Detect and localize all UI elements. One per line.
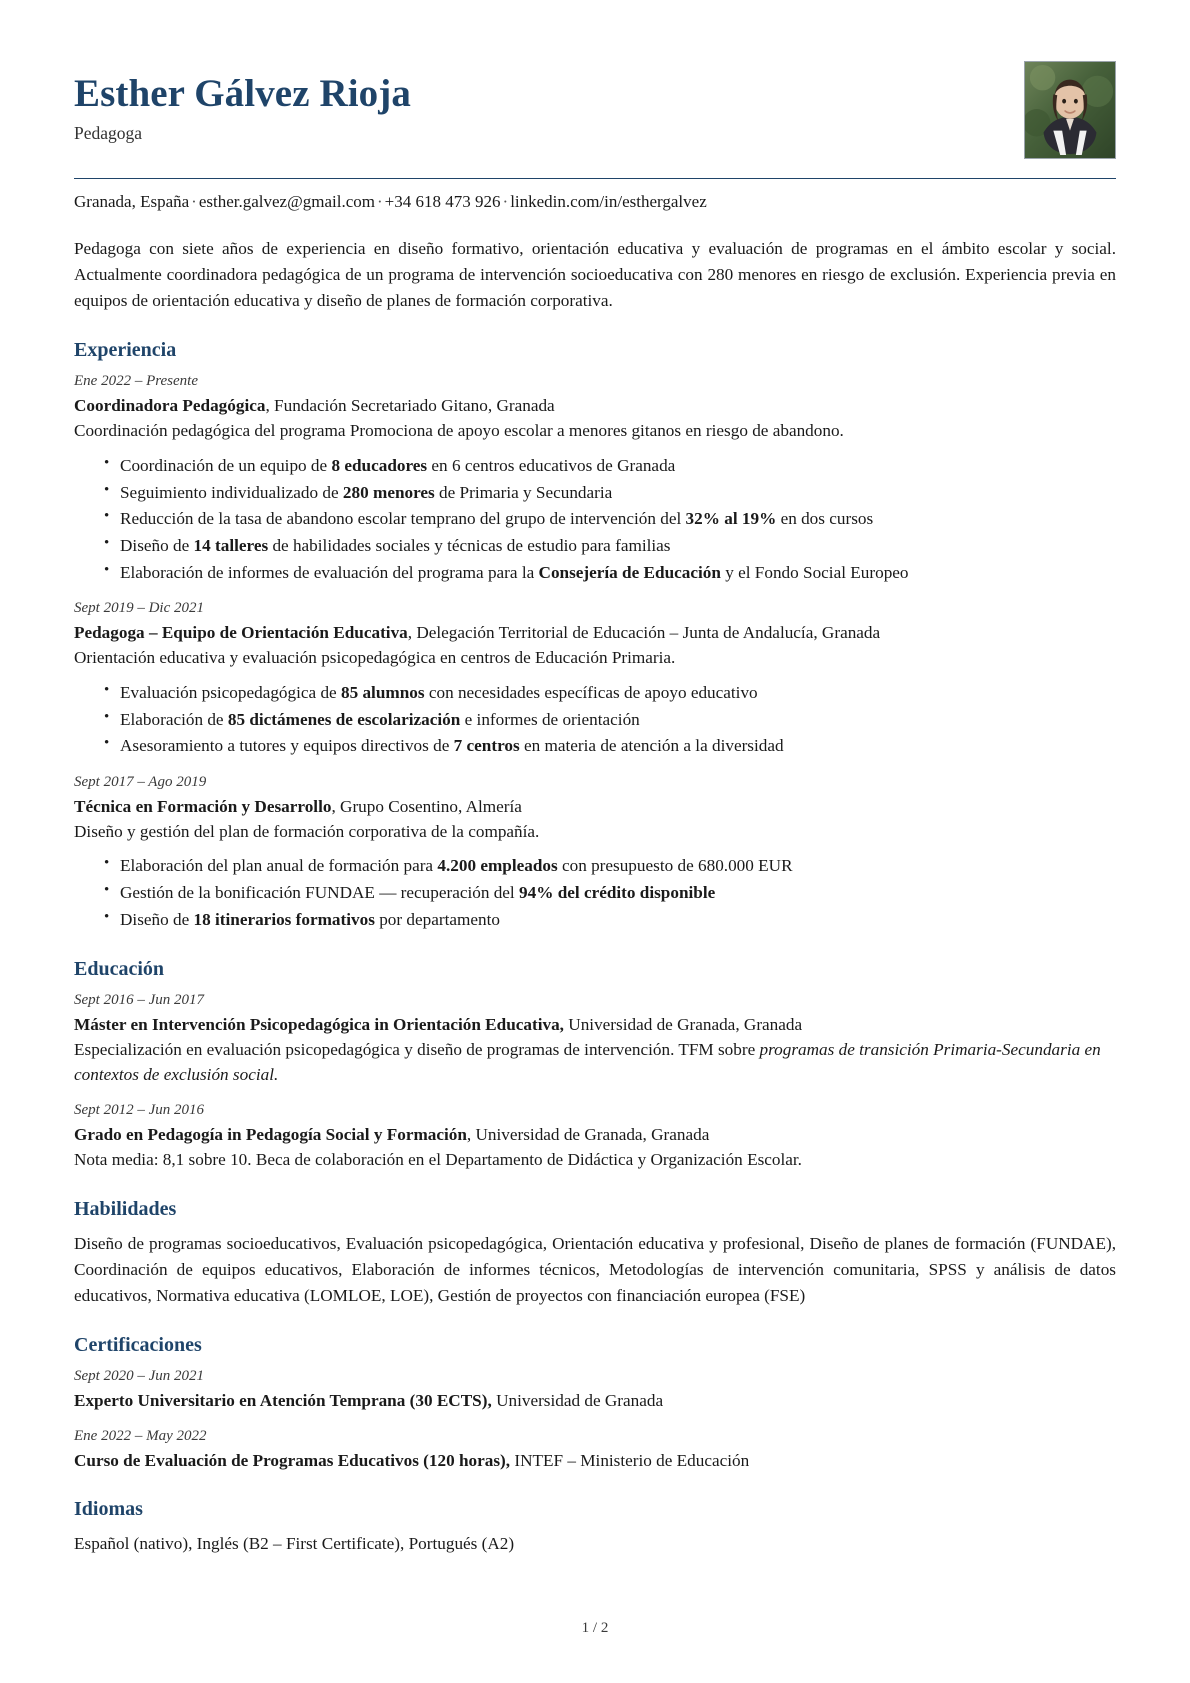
- entry-description: [74, 1038, 1116, 1088]
- bullet-pre: Gestión de la bonificación FUNDAE — recuperación del: [120, 883, 520, 903]
- list-item: [104, 880, 1116, 907]
- entry-role: Pedagoga – Equipo de Orientación Educativa: [74, 623, 408, 643]
- bullet-pre: Evaluación psicopedagógica de: [120, 682, 341, 702]
- entry-heading: [74, 1013, 1116, 1038]
- education-entry: [74, 1100, 1116, 1173]
- bullet-post: de Primaria y Secundaria: [434, 482, 613, 502]
- entry-heading: [74, 621, 1116, 646]
- entry-org: INTEF – Ministerio de Educación: [510, 1450, 750, 1470]
- resume-header: [74, 58, 1116, 159]
- certification-entry: [74, 1366, 1116, 1414]
- portrait-photo-icon: [1025, 62, 1115, 158]
- bullet-pre: Diseño de: [120, 535, 194, 555]
- list-item: [104, 506, 1116, 533]
- entry-date: Sept 2012 – Jun 2016: [74, 1102, 204, 1119]
- contact-separator: ·: [502, 192, 509, 211]
- bullet-pre: Elaboración del plan anual de formación para: [120, 856, 438, 876]
- bullet-strong: 7 centros: [453, 736, 520, 756]
- bullet-post: en materia de atención a la diversidad: [519, 736, 784, 756]
- desc-italic: programas de transición Primaria-Secundaria en contextos de exclusión social.: [74, 1040, 1101, 1085]
- list-item: [104, 680, 1116, 707]
- bullet-strong: 85 alumnos: [340, 682, 425, 702]
- bullet-pre: Diseño de: [120, 909, 194, 929]
- entry-role: Coordinadora Pedagógica: [74, 396, 266, 416]
- bullet-strong: 280 menores: [342, 482, 435, 502]
- entry-org: , Grupo Cosentino, Almería: [331, 796, 522, 816]
- bullet-post: e informes de orientación: [460, 709, 640, 729]
- bullet-pre: Elaboración de: [120, 709, 228, 729]
- section-title-experience: Experiencia: [74, 339, 177, 362]
- entry-org: , Fundación Secretariado Gitano, Granada: [265, 396, 555, 416]
- section-skills: [74, 1196, 1116, 1309]
- bullet-strong: 32% al 19%: [685, 509, 777, 529]
- section-languages: [74, 1496, 1116, 1557]
- entry-date: Ene 2022 – Presente: [74, 373, 198, 390]
- avatar: [1024, 61, 1116, 159]
- list-item: [104, 453, 1116, 480]
- desc-pre: Nota media: 8,1 sobre 10. Beca de colaboración en el Departamento de Didáctica y Organización Escolar.: [74, 1149, 802, 1169]
- entry-date: Sept 2019 – Dic 2021: [74, 600, 204, 617]
- page-indicator: 1 / 2: [581, 1620, 609, 1636]
- entry-description: Coordinación pedagógica del programa Promociona de apoyo escolar a menores gitanos en riesgo de abandono.: [74, 421, 844, 441]
- section-title-skills: Habilidades: [74, 1197, 177, 1220]
- entry-description: Orientación educativa y evaluación psicopedagógica en centros de Educación Primaria.: [74, 647, 676, 667]
- bullet-post: de habilidades sociales y técnicas de estudio para familias: [268, 535, 671, 555]
- contact-separator: ·: [377, 192, 383, 211]
- bullet-post: y el Fondo Social Europeo: [720, 562, 909, 582]
- experience-entry: [74, 598, 1116, 760]
- bullet-strong: 18 itinerarios formativos: [193, 909, 375, 929]
- header-text-block: [74, 58, 411, 144]
- entry-org: Universidad de Granada: [491, 1390, 664, 1410]
- bullet-post: con necesidades específicas de apoyo educativo: [424, 682, 758, 702]
- entry-role: Técnica en Formación y Desarrollo: [74, 796, 332, 816]
- contact-phone[interactable]: +34 618 473 926: [384, 192, 501, 211]
- list-item: [104, 480, 1116, 507]
- header-divider: [74, 178, 1116, 179]
- bullet-strong: Consejería de Educación: [538, 562, 721, 582]
- entry-bullet-list: [74, 453, 1116, 586]
- certification-name: Experto Universitario en Atención Temprana (30 ECTS),: [74, 1390, 492, 1410]
- page-title: Esther Gálvez Rioja: [74, 72, 411, 115]
- education-entry: [74, 990, 1116, 1088]
- entry-heading: [74, 1123, 1116, 1148]
- list-item: [104, 707, 1116, 734]
- entry-date: Ene 2022 – May 2022: [74, 1427, 207, 1444]
- section-certifications: [74, 1332, 1116, 1473]
- section-experience: [74, 337, 1116, 933]
- list-item: [104, 907, 1116, 934]
- bullet-post: en 6 centros educativos de Granada: [427, 455, 676, 475]
- experience-entry: [74, 371, 1116, 586]
- bullet-pre: Coordinación de un equipo de: [120, 455, 332, 475]
- bullet-strong: 14 talleres: [193, 535, 269, 555]
- list-item: [104, 533, 1116, 560]
- section-title-education: Educación: [74, 958, 165, 981]
- bullet-strong: 8 educadores: [331, 455, 428, 475]
- entry-date: Sept 2017 – Ago 2019: [74, 773, 207, 790]
- page-footer: [0, 1620, 1190, 1637]
- entry-date: Sept 2020 – Jun 2021: [74, 1368, 204, 1385]
- bullet-pre: Reducción de la tasa de abandono escolar temprano del grupo de intervención del: [120, 509, 686, 529]
- entry-date: Sept 2016 – Jun 2017: [74, 992, 204, 1009]
- languages-text: Español (nativo), Inglés (B2 – First Certificate), Portugués (A2): [74, 1534, 515, 1554]
- certification-name: Curso de Evaluación de Programas Educativos (120 horas),: [74, 1450, 511, 1470]
- entry-org: , Delegación Territorial de Educación – Junta de Andalucía, Granada: [407, 623, 881, 643]
- skills-text: Diseño de programas socioeducativos, Evaluación psicopedagógica, Orientación educativa y profesional, Diseño de planes de formación (FUNDAE), Coordinación de equipos educativos, Elaboración de informes técnicos, Metodologías de intervención comunitaria, SPSS y análisis de datos educativos, Normativa educativa (LOMLOE, LOE), Gestión de proyectos con financiación europea (FSE): [74, 1233, 1116, 1305]
- certification-entry: [74, 1426, 1116, 1474]
- contact-email[interactable]: esther.galvez@gmail.com: [198, 192, 375, 211]
- list-item: [104, 560, 1116, 587]
- entry-org: Universidad de Granada, Granada: [563, 1015, 803, 1035]
- experience-entry: [74, 772, 1116, 934]
- entry-heading: [74, 1449, 1116, 1474]
- entry-description: [74, 1148, 1116, 1173]
- degree-name: Máster en Intervención Psicopedagógica in Orientación Educativa,: [74, 1015, 564, 1035]
- entry-heading: [74, 394, 1116, 419]
- contact-linkedin[interactable]: linkedin.com/in/esthergalvez: [510, 192, 707, 211]
- bullet-pre: Elaboración de informes de evaluación del programa para la: [120, 562, 539, 582]
- contact-location: Granada, España: [74, 192, 190, 211]
- contact-line: [74, 191, 1116, 214]
- list-item: [104, 733, 1116, 760]
- desc-pre: Especialización en evaluación psicopedagógica y diseño de programas de intervención. TFM sobre: [74, 1040, 760, 1060]
- section-title-languages: Idiomas: [74, 1498, 143, 1521]
- bullet-strong: 85 dictámenes de escolarización: [227, 709, 461, 729]
- entry-bullet-list: [74, 853, 1116, 933]
- bullet-post: en dos cursos: [776, 509, 874, 529]
- bullet-post: por departamento: [374, 909, 500, 929]
- entry-heading: [74, 1389, 1116, 1414]
- job-title: Pedagoga: [74, 122, 143, 143]
- section-title-certifications: Certificaciones: [74, 1334, 202, 1357]
- bullet-post: con presupuesto de 680.000 EUR: [557, 856, 793, 876]
- degree-name: Grado en Pedagogía in Pedagogía Social y Formación: [74, 1124, 467, 1144]
- contact-separator: ·: [191, 192, 197, 211]
- list-item: [104, 853, 1116, 880]
- entry-org: , Universidad de Granada, Granada: [466, 1124, 710, 1144]
- section-education: [74, 956, 1116, 1172]
- entry-bullet-list: [74, 680, 1116, 760]
- entry-description: Diseño y gestión del plan de formación corporativa de la compañía.: [74, 821, 540, 841]
- bullet-pre: Seguimiento individualizado de: [120, 482, 343, 502]
- bullet-pre: Asesoramiento a tutores y equipos directivos de: [120, 736, 454, 756]
- summary-paragraph: Pedagoga con siete años de experiencia en diseño formativo, orientación educativa y evaluación de programas en el ámbito escolar y social. Actualmente coordinadora pedagógica de un programa de intervención socioeducativa con 280 menores en riesgo de exclusión. Experiencia previa en equipos de orientación educativa y diseño de planes de formación corporativa.: [74, 238, 1116, 311]
- bullet-strong: 4.200 empleados: [437, 856, 558, 876]
- bullet-strong: 94% del crédito disponible: [519, 883, 716, 903]
- entry-heading: [74, 795, 1116, 820]
